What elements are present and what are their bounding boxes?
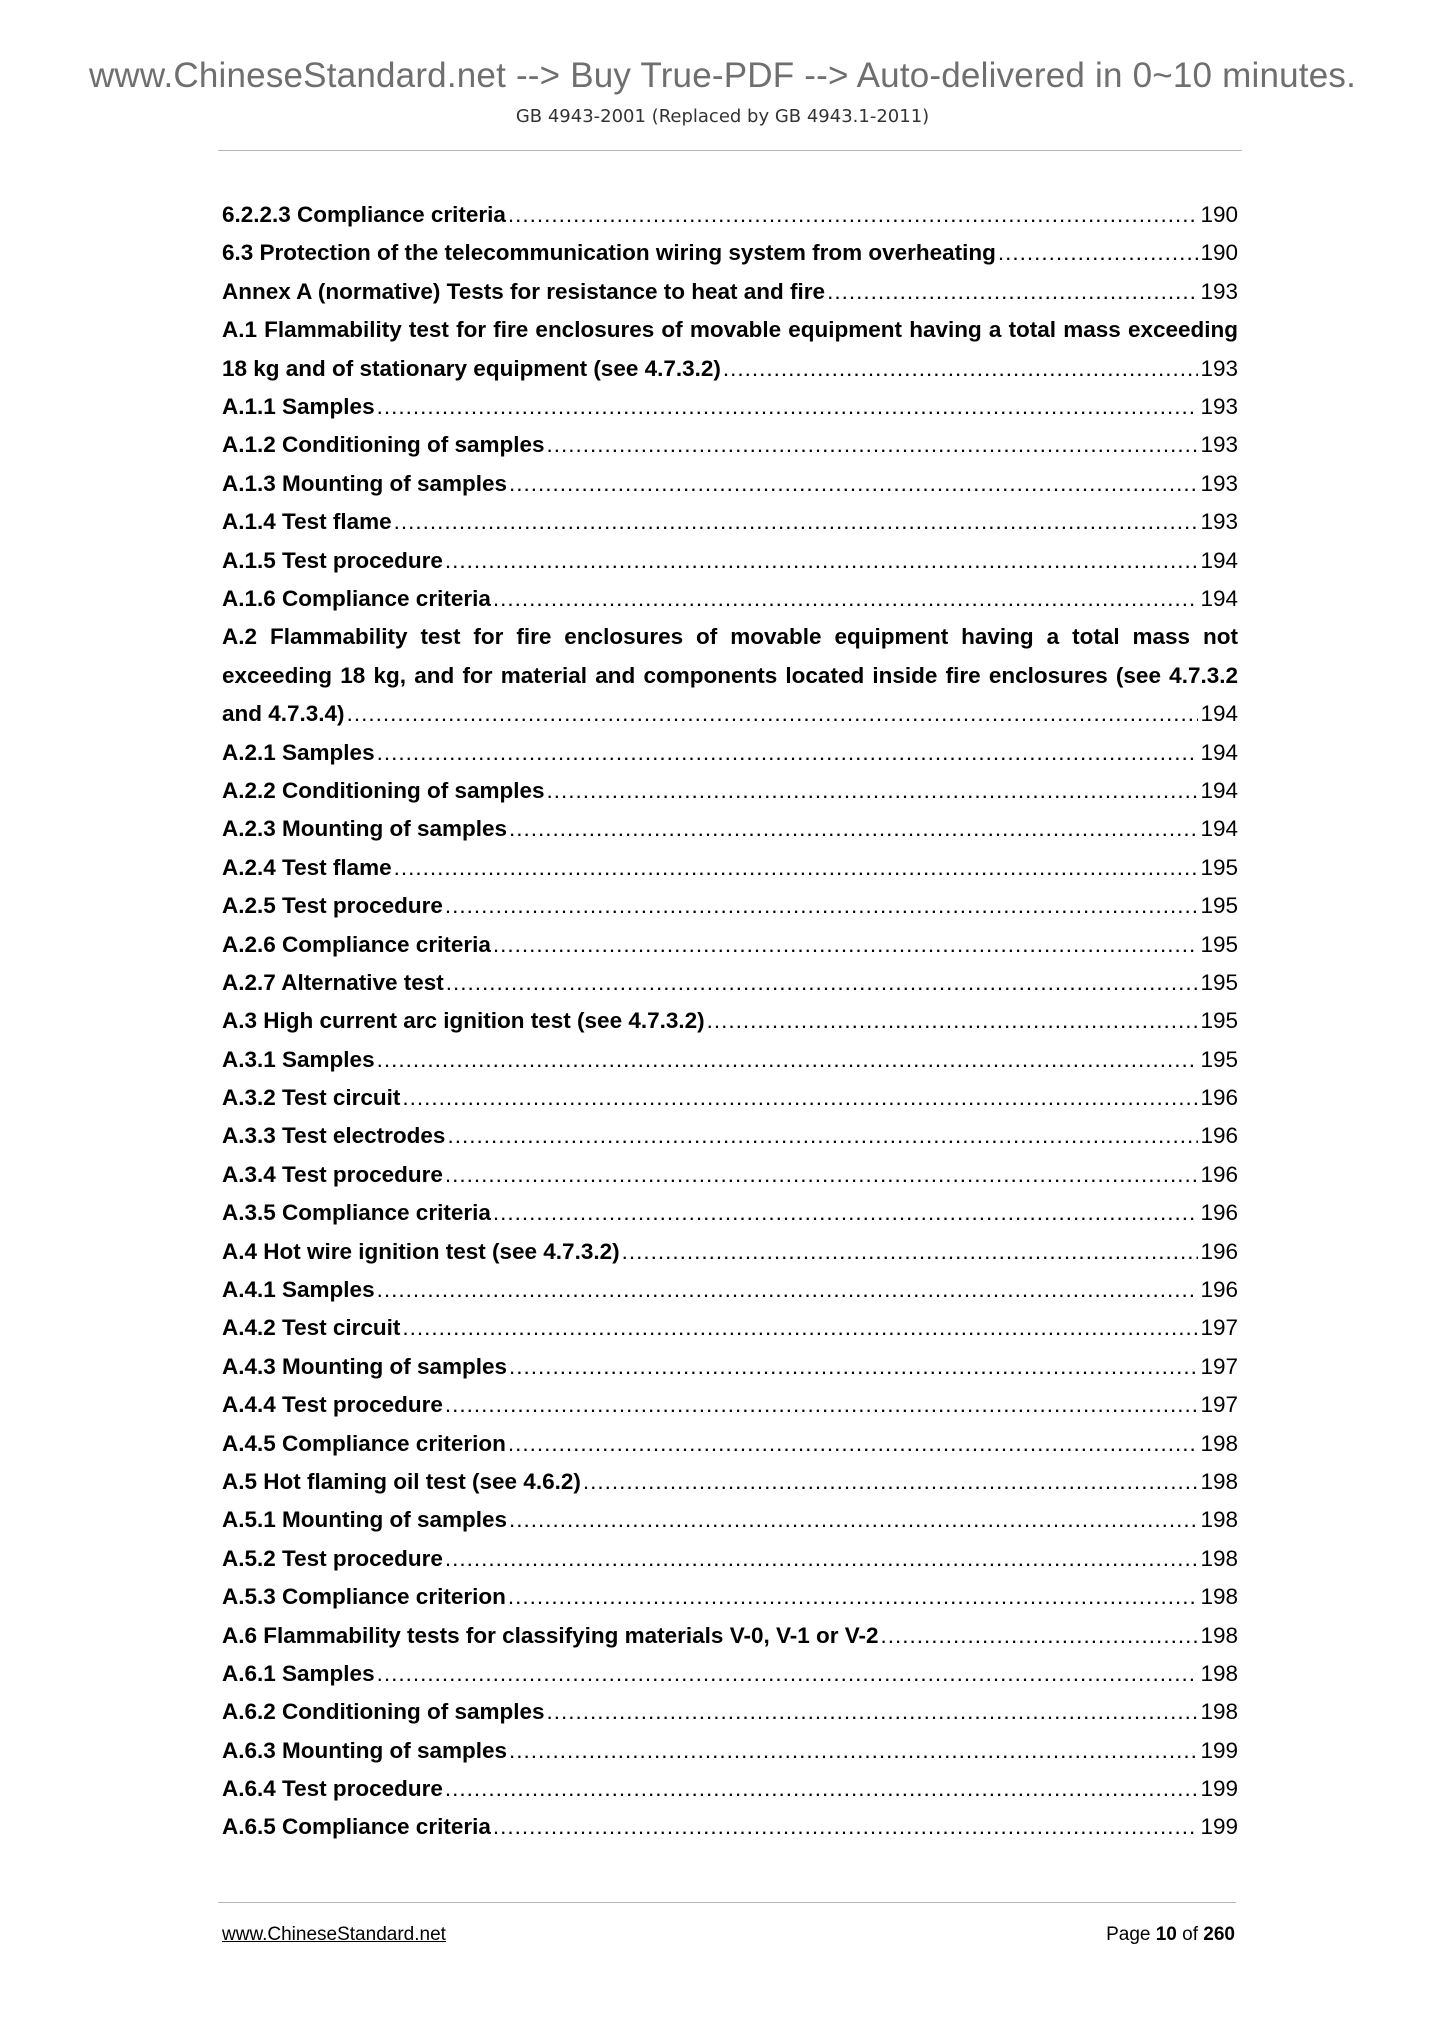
toc-entry-page: 195: [1200, 1008, 1238, 1034]
toc-entry-page: 194: [1200, 816, 1238, 842]
toc-entry[interactable]: [222, 1501, 1238, 1539]
toc-leader: [493, 1808, 1199, 1846]
toc-entry[interactable]: [222, 1425, 1238, 1463]
toc-entry-page: 193: [1200, 393, 1238, 419]
toc-entry[interactable]: [222, 1233, 1238, 1271]
toc-entry-page: 198: [1200, 1699, 1238, 1725]
toc-entry-page: 198: [1200, 1622, 1238, 1648]
toc-entry-page: 193: [1200, 278, 1238, 304]
toc-leader: [881, 1617, 1199, 1655]
toc-entry[interactable]: [222, 196, 1238, 234]
toc-leader: [445, 1770, 1199, 1808]
toc-entry-page: 195: [1200, 931, 1238, 957]
toc-entry-title: A.5 Hot flaming oil test (see 4.6.2): [222, 1468, 581, 1494]
toc-entry[interactable]: [222, 1194, 1238, 1232]
toc-leader: [445, 887, 1199, 925]
toc-leader: [508, 1425, 1199, 1463]
toc-entry-title: A.6.3 Mounting of samples: [222, 1737, 508, 1763]
toc-entry-title: 18 kg and of stationary equipment (see 4.7.3.2): [222, 355, 721, 381]
toc-leader: [445, 1540, 1199, 1578]
toc-entry-title: 6.3 Protection of the telecommunication wiring system from overheating: [222, 240, 996, 266]
toc-leader: [547, 772, 1199, 810]
toc-leader: [377, 1041, 1199, 1079]
toc-entry[interactable]: [222, 810, 1238, 848]
toc-entry-page: 198: [1200, 1468, 1238, 1494]
toc-entry-title: A.3.4 Test procedure: [222, 1161, 443, 1187]
toc-entry-page: 196: [1200, 1277, 1238, 1303]
toc-entry-page: 194: [1200, 777, 1238, 803]
page-total: 260: [1203, 1924, 1235, 1945]
toc-leader: [547, 1693, 1199, 1731]
toc-entry-title: A.6.2 Conditioning of samples: [222, 1699, 545, 1725]
toc-leader: [509, 465, 1198, 503]
toc-leader: [377, 734, 1199, 772]
toc-entry-title: A.1.1 Samples: [222, 393, 375, 419]
toc-leader: [723, 350, 1199, 388]
toc-entry[interactable]: [222, 926, 1238, 964]
toc-entry[interactable]: [222, 1770, 1238, 1808]
toc-entry-page: 199: [1200, 1776, 1238, 1802]
toc-entry-title-line: A.1 Flammability test for fire enclosures of movable equipment having a total mass exceeding: [222, 317, 1238, 343]
toc-entry-title: A.3.1 Samples: [222, 1046, 375, 1072]
toc-entry[interactable]: [222, 503, 1238, 541]
toc-entry-page: 196: [1200, 1200, 1238, 1226]
toc-entry[interactable]: [222, 1463, 1238, 1501]
toc-entry[interactable]: [222, 964, 1238, 1002]
toc-entry-page: 196: [1200, 1085, 1238, 1111]
toc-entry[interactable]: [222, 1079, 1238, 1117]
toc-entry[interactable]: [222, 1117, 1238, 1155]
toc-entry-title: and 4.7.3.4): [222, 701, 345, 727]
toc-leader: [394, 849, 1199, 887]
toc-leader: [445, 542, 1199, 580]
toc-entry[interactable]: [222, 426, 1238, 464]
toc-leader: [509, 1501, 1198, 1539]
toc-entry[interactable]: [222, 1041, 1238, 1079]
toc-entry[interactable]: [222, 1808, 1238, 1846]
toc-entry-page: 197: [1200, 1315, 1238, 1341]
toc-entry-page: 198: [1200, 1507, 1238, 1533]
site-banner[interactable]: www.ChineseStandard.net --> Buy True-PDF --> Auto-delivered in 0~10 minutes.: [88, 56, 1357, 95]
toc-entry-title: A.1.5 Test procedure: [222, 547, 443, 573]
toc-entry[interactable]: [222, 580, 1238, 618]
toc-entry-page: 194: [1200, 585, 1238, 611]
toc-leader: [402, 1079, 1198, 1117]
toc-entry-title: A.1.3 Mounting of samples: [222, 470, 508, 496]
toc-entry-title: A.4 Hot wire ignition test (see 4.7.3.2): [222, 1238, 620, 1264]
toc-leader: [508, 196, 1199, 234]
footer-divider: [218, 1902, 1236, 1903]
toc-leader: [394, 503, 1199, 541]
page-current: 10: [1155, 1924, 1177, 1945]
footer-site-link[interactable]: www.ChineseStandard.net: [222, 1924, 446, 1945]
toc-leader: [445, 1156, 1199, 1194]
toc-leader: [509, 810, 1198, 848]
toc-entry-title: A.3.3 Test electrodes: [222, 1123, 446, 1149]
toc-entry-page: 195: [1200, 1046, 1238, 1072]
toc-entry-page: 194: [1200, 701, 1238, 727]
toc-entry-title: A.6 Flammability tests for classifying materials V-0, V-1 or V-2: [222, 1622, 879, 1648]
toc-entry-title: Annex A (normative) Tests for resistance to heat and fire: [222, 278, 826, 304]
toc-entry-title: A.3 High current arc ignition test (see 4.7.3.2): [222, 1008, 705, 1034]
toc-leader: [493, 1194, 1199, 1232]
toc-entry-title: A.1.6 Compliance criteria: [222, 585, 491, 611]
toc-entry-title: A.2.5 Test procedure: [222, 893, 443, 919]
toc-entry[interactable]: [222, 234, 1238, 272]
toc-leader: [377, 1271, 1199, 1309]
toc-leader: [377, 1655, 1199, 1693]
toc-entry-page: 198: [1200, 1660, 1238, 1686]
toc-leader: [446, 964, 1199, 1002]
toc-entry-page: 199: [1200, 1737, 1238, 1763]
toc-leader: [509, 1732, 1198, 1770]
table-of-contents: [222, 196, 1238, 1847]
toc-entry-title: 6.2.2.3 Compliance criteria: [222, 202, 506, 227]
toc-entry-title: A.4.3 Mounting of samples: [222, 1353, 508, 1379]
toc-entry-page: 193: [1200, 355, 1238, 381]
toc-entry-title: A.2.7 Alternative test: [222, 969, 444, 995]
toc-entry-title: A.5.3 Compliance criterion: [222, 1584, 506, 1610]
toc-entry[interactable]: [222, 734, 1238, 772]
toc-entry-page: 196: [1200, 1238, 1238, 1264]
toc-leader: [547, 426, 1199, 464]
toc-entry[interactable]: [222, 849, 1238, 887]
toc-entry[interactable]: [222, 1271, 1238, 1309]
toc-entry[interactable]: [222, 273, 1238, 311]
toc-entry-title: A.3.5 Compliance criteria: [222, 1200, 491, 1226]
toc-entry[interactable]: [222, 1732, 1238, 1770]
toc-entry-page: 195: [1200, 893, 1238, 919]
toc-entry[interactable]: [222, 1156, 1238, 1194]
toc-entry-page: 195: [1200, 969, 1238, 995]
toc-entry-page: 196: [1200, 1123, 1238, 1149]
toc-leader: [998, 234, 1199, 272]
toc-entry[interactable]: [222, 1693, 1238, 1731]
toc-entry-page: 194: [1200, 547, 1238, 573]
toc-entry-title: A.5.1 Mounting of samples: [222, 1507, 508, 1533]
toc-entry[interactable]: [222, 1540, 1238, 1578]
toc-leader: [347, 695, 1199, 733]
page-number: [1106, 1924, 1235, 1946]
toc-entry-title: A.4.2 Test circuit: [222, 1315, 401, 1341]
page-of: of: [1182, 1924, 1199, 1945]
toc-entry[interactable]: [222, 1386, 1238, 1424]
toc-entry-page: 193: [1200, 509, 1238, 535]
toc-leader: [445, 1386, 1199, 1424]
toc-entry[interactable]: [222, 1578, 1238, 1616]
toc-entry[interactable]: [222, 618, 1238, 733]
toc-entry-title: A.1.4 Test flame: [222, 509, 392, 535]
toc-entry-title-line: A.2 Flammability test for fire enclosures of movable equipment having a total mass not: [222, 624, 1238, 650]
toc-entry-title: A.5.2 Test procedure: [222, 1545, 443, 1571]
toc-entry-title: A.2.2 Conditioning of samples: [222, 777, 545, 803]
toc-entry[interactable]: [222, 1002, 1238, 1040]
toc-entry[interactable]: [222, 311, 1238, 388]
toc-entry-title: A.4.1 Samples: [222, 1277, 375, 1303]
toc-entry-page: 193: [1200, 432, 1238, 458]
toc-entry-page: 198: [1200, 1584, 1238, 1610]
toc-entry[interactable]: [222, 542, 1238, 580]
toc-leader: [707, 1002, 1199, 1040]
toc-entry-page: 198: [1200, 1545, 1238, 1571]
toc-entry-title: A.2.6 Compliance criteria: [222, 931, 491, 957]
document-id: GB 4943-2001 (Replaced by GB 4943.1-2011): [515, 106, 930, 127]
toc-leader: [493, 580, 1199, 618]
toc-entry-title: A.3.2 Test circuit: [222, 1085, 401, 1111]
toc-entry-title: A.1.2 Conditioning of samples: [222, 432, 545, 458]
toc-leader: [377, 388, 1199, 426]
toc-entry-page: 195: [1200, 854, 1238, 880]
toc-entry[interactable]: [222, 388, 1238, 426]
toc-entry-title: A.2.4 Test flame: [222, 854, 392, 880]
toc-entry-title: A.6.1 Samples: [222, 1660, 375, 1686]
toc-entry-page: 197: [1200, 1392, 1238, 1418]
toc-entry-title: A.6.4 Test procedure: [222, 1776, 443, 1802]
toc-entry-page: 199: [1200, 1814, 1238, 1840]
toc-entry[interactable]: [222, 1617, 1238, 1655]
toc-leader: [509, 1348, 1198, 1386]
toc-leader: [583, 1463, 1199, 1501]
toc-entry-title: A.6.5 Compliance criteria: [222, 1814, 491, 1840]
toc-entry-page: 194: [1200, 739, 1238, 765]
toc-entry-page: 193: [1200, 470, 1238, 496]
header-divider: [218, 150, 1242, 151]
toc-entry-page: 190: [1200, 202, 1238, 227]
toc-entry-page: 197: [1200, 1353, 1238, 1379]
toc-leader: [508, 1578, 1199, 1616]
toc-entry-title: A.2.3 Mounting of samples: [222, 816, 508, 842]
toc-leader: [622, 1233, 1199, 1271]
toc-entry[interactable]: [222, 772, 1238, 810]
toc-entry[interactable]: [222, 887, 1238, 925]
toc-leader: [447, 1117, 1198, 1155]
toc-entry[interactable]: [222, 1309, 1238, 1347]
toc-entry-page: 198: [1200, 1430, 1238, 1456]
toc-entry-page: 196: [1200, 1161, 1238, 1187]
page-prefix: Page: [1106, 1924, 1151, 1945]
toc-entry[interactable]: [222, 1655, 1238, 1693]
toc-entry-title: A.4.4 Test procedure: [222, 1392, 443, 1418]
toc-entry[interactable]: [222, 1348, 1238, 1386]
toc-entry-title-line: exceeding 18 kg, and for material and components located inside fire enclosures (see 4.7.3.2: [222, 662, 1238, 688]
toc-entry-title: A.4.5 Compliance criterion: [222, 1430, 506, 1456]
toc-entry-title: A.2.1 Samples: [222, 739, 375, 765]
toc-leader: [402, 1309, 1198, 1347]
toc-leader: [827, 273, 1198, 311]
toc-leader: [493, 926, 1199, 964]
toc-entry-page: 190: [1200, 240, 1238, 266]
toc-entry[interactable]: [222, 465, 1238, 503]
